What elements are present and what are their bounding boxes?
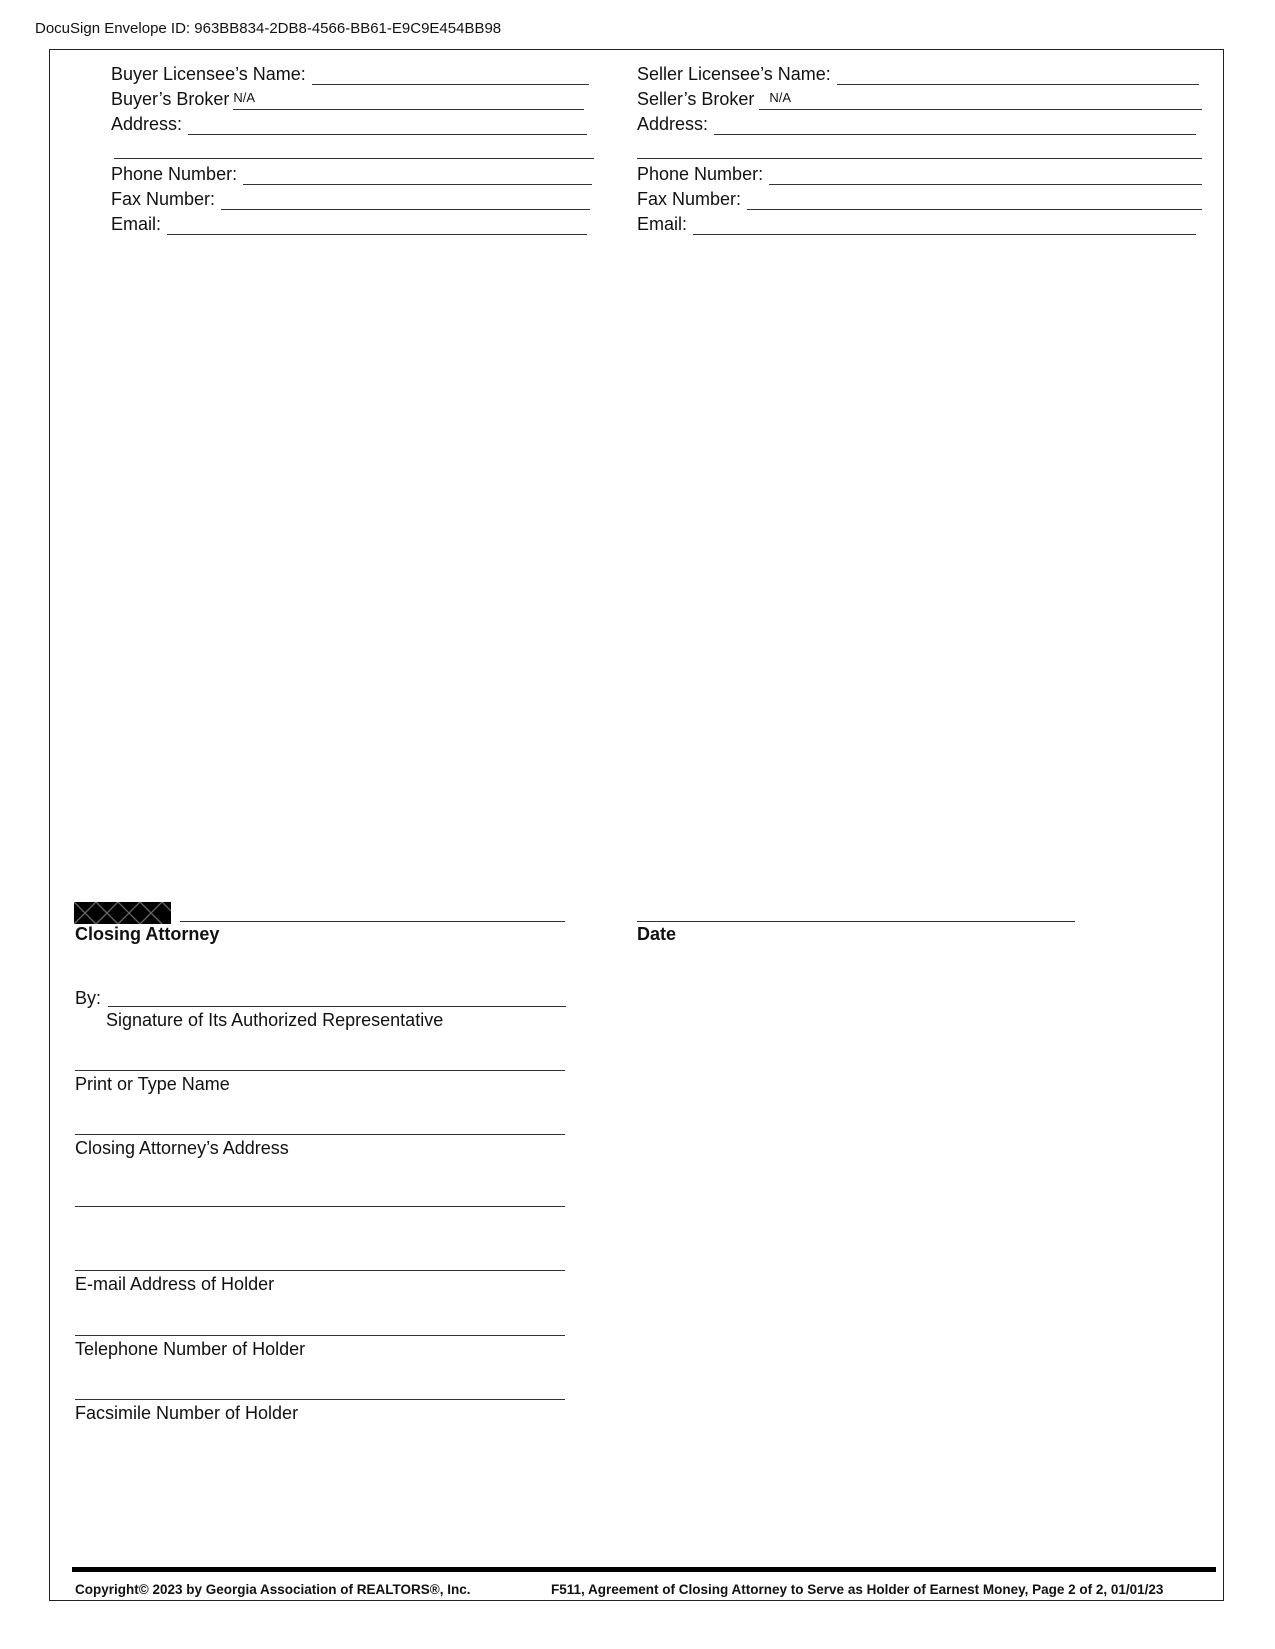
seller-address-line2-input[interactable] <box>637 158 1202 159</box>
attorney-address-line[interactable] <box>75 1134 565 1135</box>
seller-licensee-name-label: Seller Licensee’s Name: <box>637 64 831 84</box>
seller-phone-input[interactable] <box>769 166 1202 185</box>
seller-broker-label: Seller’s Broker <box>637 89 755 109</box>
print-name-line[interactable] <box>75 1070 565 1071</box>
holder-email-label: E-mail Address of Holder <box>75 1274 275 1294</box>
seller-fax-input[interactable] <box>747 191 1202 210</box>
closing-attorney-label: Closing Attorney <box>75 924 220 944</box>
attorney-address-label: Closing Attorney’s Address <box>75 1138 289 1158</box>
seller-phone-field <box>637 163 1202 185</box>
date-line[interactable] <box>637 921 1075 922</box>
by-label: By: <box>75 988 102 1008</box>
buyer-email-input[interactable] <box>167 216 587 235</box>
footer-rule <box>72 1567 1216 1572</box>
date-label: Date <box>637 924 677 944</box>
footer-copyright: Copyright© 2023 by Georgia Association of REALTORS®, Inc. <box>75 1582 471 1597</box>
buyer-fax-label: Fax Number: <box>111 189 216 209</box>
buyer-broker-value: N/A <box>233 90 256 105</box>
holder-fax-label: Facsimile Number of Holder <box>75 1403 299 1423</box>
authorized-signature-line[interactable] <box>108 1006 566 1007</box>
seller-fax-field <box>637 188 1202 210</box>
seller-fax-label: Fax Number: <box>637 189 742 209</box>
seller-licensee-name-input[interactable] <box>837 66 1199 85</box>
seller-broker-value: N/A <box>769 90 792 105</box>
authorized-signature-caption: Signature of Its Authorized Representative <box>106 1010 444 1030</box>
buyer-address-input[interactable] <box>188 116 587 135</box>
buyer-fax-input[interactable] <box>221 191 590 210</box>
holder-email-line[interactable] <box>75 1270 565 1271</box>
seller-email-label: Email: <box>637 214 688 234</box>
buyer-email-field <box>111 213 587 235</box>
buyer-licensee-name-field <box>111 63 589 85</box>
buyer-broker-label: Buyer’s Broker <box>111 89 230 109</box>
seller-address-label: Address: <box>637 114 709 134</box>
seller-phone-label: Phone Number: <box>637 164 764 184</box>
buyer-broker-field <box>111 88 584 110</box>
seller-broker-field <box>637 88 1202 110</box>
page-frame <box>49 49 1224 1601</box>
holder-fax-line[interactable] <box>75 1399 565 1400</box>
print-name-label: Print or Type Name <box>75 1074 230 1094</box>
seller-broker-input[interactable] <box>759 91 1202 110</box>
buyer-fax-field <box>111 188 590 210</box>
seller-licensee-name-field <box>637 63 1199 85</box>
buyer-licensee-name-input[interactable] <box>312 66 589 85</box>
redacted-signature <box>74 902 171 924</box>
buyer-address-label: Address: <box>111 114 183 134</box>
buyer-address-field <box>111 113 587 135</box>
closing-attorney-signature-line[interactable] <box>180 921 565 922</box>
buyer-address-line2-input[interactable] <box>114 158 594 159</box>
seller-email-field <box>637 213 1196 235</box>
buyer-phone-field <box>111 163 592 185</box>
envelope-id: DocuSign Envelope ID: 963BB834-2DB8-4566-BB61-E9C9E454BB98 <box>35 20 502 37</box>
footer-form-info: F511, Agreement of Closing Attorney to Serve as Holder of Earnest Money, Page 2 of 2, 01/01/23 <box>551 1582 1164 1597</box>
buyer-email-label: Email: <box>111 214 162 234</box>
attorney-address-line2[interactable] <box>75 1206 565 1207</box>
buyer-broker-input[interactable] <box>233 91 584 110</box>
holder-telephone-label: Telephone Number of Holder <box>75 1339 306 1359</box>
seller-address-input[interactable] <box>714 116 1196 135</box>
holder-telephone-line[interactable] <box>75 1335 565 1336</box>
seller-address-field <box>637 113 1196 135</box>
seller-email-input[interactable] <box>693 216 1196 235</box>
buyer-phone-input[interactable] <box>243 166 592 185</box>
buyer-phone-label: Phone Number: <box>111 164 238 184</box>
redaction-pattern-icon <box>74 902 171 924</box>
buyer-licensee-name-label: Buyer Licensee’s Name: <box>111 64 306 84</box>
